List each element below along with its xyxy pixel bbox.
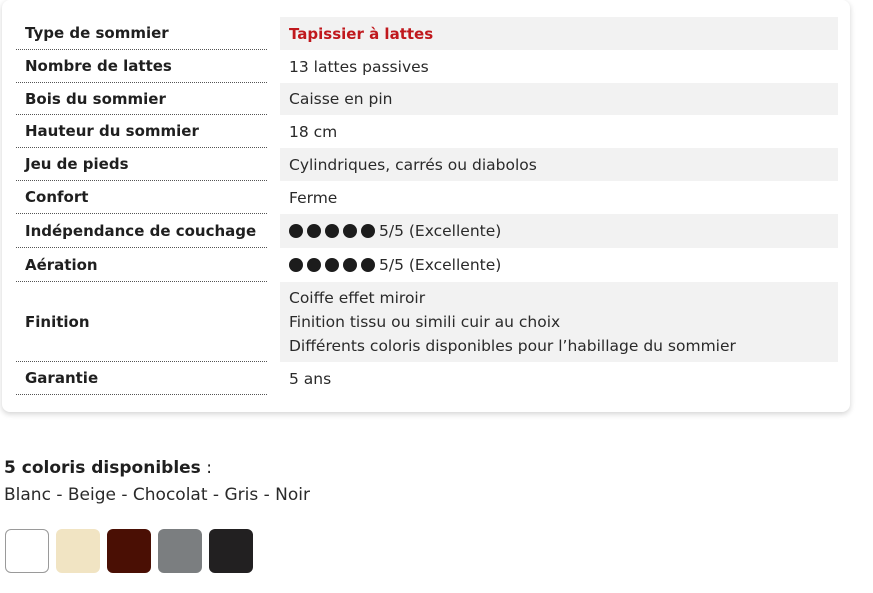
spec-row-finition <box>2 282 850 362</box>
swatch-gris[interactable] <box>158 529 202 573</box>
spec-value <box>280 214 838 248</box>
spec-label: Finition <box>16 282 267 362</box>
rating-dot <box>307 258 321 272</box>
spec-label: Jeu de pieds <box>16 148 267 181</box>
spec-row-aeration <box>2 248 850 282</box>
swatch-chocolat[interactable] <box>107 529 151 573</box>
spec-row-hauteur <box>2 115 850 148</box>
spec-label: Garantie <box>16 362 267 395</box>
spec-label: Type de sommier <box>16 17 267 50</box>
spec-row-confort <box>2 181 850 214</box>
colors-list: Blanc - Beige - Chocolat - Gris - Noir <box>4 485 310 505</box>
spec-label: Indépendance de couchage <box>16 214 267 248</box>
spec-value <box>280 282 838 362</box>
rating-dot <box>325 224 339 238</box>
color-swatches <box>5 529 253 573</box>
swatch-blanc[interactable] <box>5 529 49 573</box>
spec-label: Bois du sommier <box>16 83 267 115</box>
rating-text: 5/5 (Excellente) <box>379 256 502 274</box>
rating-dot <box>325 258 339 272</box>
spec-row-garantie <box>2 362 850 395</box>
rating-dot <box>343 258 357 272</box>
rating-dots <box>289 258 375 272</box>
swatch-beige[interactable] <box>56 529 100 573</box>
spec-value: Ferme <box>289 188 338 207</box>
spec-label: Nombre de lattes <box>16 50 267 83</box>
spec-row-type <box>2 17 850 50</box>
finition-line: Finition tissu ou simili cuir au choix <box>289 313 561 331</box>
spec-table <box>2 0 850 412</box>
swatch-noir[interactable] <box>209 529 253 573</box>
rating-text: 5/5 (Excellente) <box>379 222 502 240</box>
spec-row-bois <box>2 83 850 115</box>
rating-dot <box>307 224 321 238</box>
spec-value: Tapissier à lattes <box>280 17 838 50</box>
spec-row-independance <box>2 214 850 248</box>
rating-dot <box>289 224 303 238</box>
rating-dot <box>343 224 357 238</box>
spec-value: Caisse en pin <box>280 83 838 115</box>
colors-colon: : <box>200 458 212 478</box>
spec-value: 18 cm <box>289 122 338 141</box>
rating-dot <box>361 224 375 238</box>
rating-dots <box>289 224 375 238</box>
finition-line: Coiffe effet miroir <box>289 289 426 307</box>
spec-row-pieds <box>2 148 850 181</box>
rating-dot <box>361 258 375 272</box>
spec-value: Cylindriques, carrés ou diabolos <box>280 148 838 181</box>
spec-label: Aération <box>16 248 267 282</box>
spec-label: Hauteur du sommier <box>16 115 267 148</box>
spec-label: Confort <box>16 181 267 214</box>
spec-value <box>280 248 838 282</box>
colors-heading <box>4 458 212 478</box>
spec-value: 13 lattes passives <box>289 57 429 76</box>
colors-count: 5 coloris disponibles <box>4 458 201 478</box>
spec-row-lattes <box>2 50 850 83</box>
spec-value: 5 ans <box>289 369 332 388</box>
rating-dot <box>289 258 303 272</box>
finition-line: Différents coloris disponibles pour l’habillage du sommier <box>289 337 736 355</box>
